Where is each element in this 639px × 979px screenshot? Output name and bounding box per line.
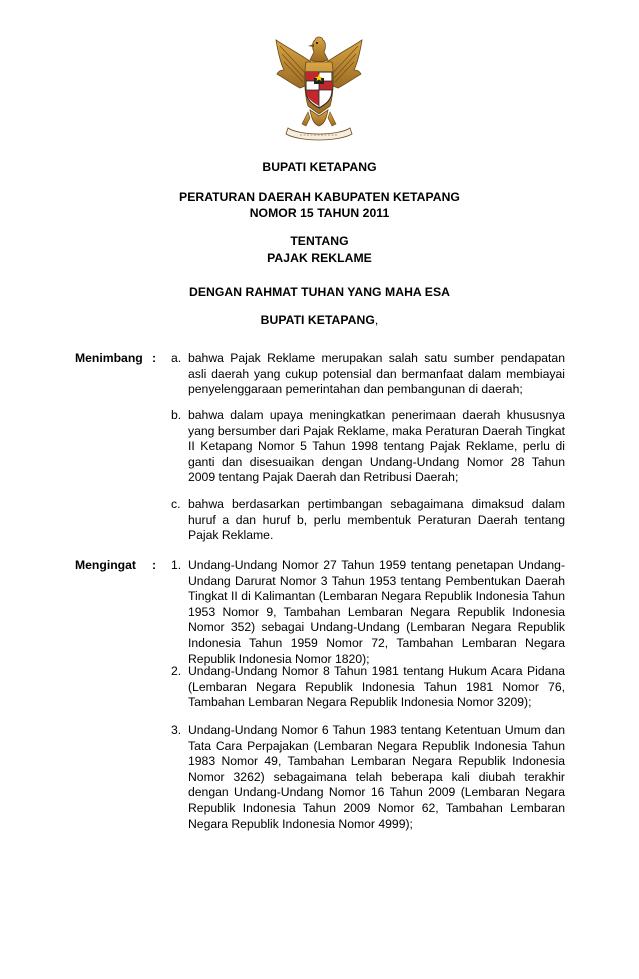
menimbang-item-a [171, 351, 565, 398]
list-item-text: Undang-Undang Nomor 6 Tahun 1983 tentang Ketentuan Umum dan Tata Cara Perpajakan (Lembaran Negara Republik Indonesia Tahun 1983 Nomor 49, Tambahan Lembaran Negara Republik Indonesia Nomor 3262) sebagaimana telah beberapa kali diubah terakhir dengan Undang-Undang Nomor 16 Tahun 2009 (Lembaran Negara Republik Indonesia Tahun 2009 Nomor 62, Tambahan Lembaran Negara Republik Indonesia Nomor 4999); [188, 723, 565, 831]
list-item-text: bahwa dalam upaya meningkatkan penerimaan daerah khususnya yang bersumber dari Pajak Reklame, maka Peraturan Daerah Tingkat II Ketapang Nomor 5 Tahun 1998 tentang Pajak Reklame, perlu di ganti dan disesuaikan dengan Undang-Undang Nomor 28 Tahun 2009 tentang Pajak Daerah dan Retribusi Daerah; [188, 408, 565, 485]
list-item-text: Undang-Undang Nomor 8 Tahun 1981 tentang Hukum Acara Pidana (Lembaran Negara Republik Indonesia Tahun 1981 Nomor 76, Tambahan Lembaran Negara Republik Indonesia Nomor 3209); [188, 664, 565, 710]
list-marker: b. [171, 408, 182, 422]
list-marker: 1. [171, 558, 182, 572]
garuda-emblem-icon [270, 34, 368, 142]
menimbang-label: Menimbang [75, 351, 143, 365]
header-regent-comma: , [374, 313, 379, 327]
menimbang-item-c [171, 497, 565, 544]
list-item-text: Undang-Undang Nomor 27 Tahun 1959 tentang penetapan Undang-Undang Darurat Nomor 3 Tahun 1953 tentang Pembentukan Daerah Tingkat II di Kalimantan (Lembaran Negara Republik Indonesia Tahun 1953 Nomor 9, Tambahan Lembaran Negara Republik Indonesia Nomor 352) sebagai Undang-Undang (Lembaran Negara Republik Indonesia Tahun 1959 Nomor 72, Tambahan Lembaran Negara Republik Indonesia Nomor 1820); [188, 558, 565, 666]
menimbang-item-b [171, 408, 565, 486]
mengingat-colon: : [152, 558, 157, 572]
list-marker: c. [171, 497, 181, 511]
header-invocation: DENGAN RAHMAT TUHAN YANG MAHA ESA [189, 285, 450, 299]
header-regulation-number: NOMOR 15 TAHUN 2011 [249, 206, 390, 220]
list-marker: 3. [171, 723, 182, 737]
mengingat-item-2 [171, 664, 565, 711]
mengingat-item-3 [171, 723, 565, 832]
mengingat-item-1 [171, 558, 565, 667]
header-subject: PAJAK REKLAME [267, 251, 372, 265]
mengingat-label: Mengingat [75, 558, 136, 572]
header-regent-name: BUPATI KETAPANG [260, 313, 375, 327]
header-about: TENTANG [290, 234, 349, 248]
header-regulation-title: PERATURAN DAERAH KABUPATEN KETAPANG [179, 190, 460, 204]
list-marker: a. [171, 351, 182, 365]
header-regent [0, 313, 639, 328]
menimbang-colon: : [152, 351, 157, 365]
list-item-text: bahwa Pajak Reklame merupakan salah satu sumber pendapatan asli daerah yang cukup potensial dan bermanfaat dalam membiayai penyelenggaraan pemerintahan dan pembangunan di daerah; [188, 351, 565, 397]
header-issuer: BUPATI KETAPANG [262, 160, 377, 174]
list-item-text: bahwa berdasarkan pertimbangan sebagaimana dimaksud dalam huruf a dan huruf b, perlu membentuk Peraturan Daerah tentang Pajak Reklame. [188, 497, 565, 543]
list-marker: 2. [171, 664, 182, 678]
